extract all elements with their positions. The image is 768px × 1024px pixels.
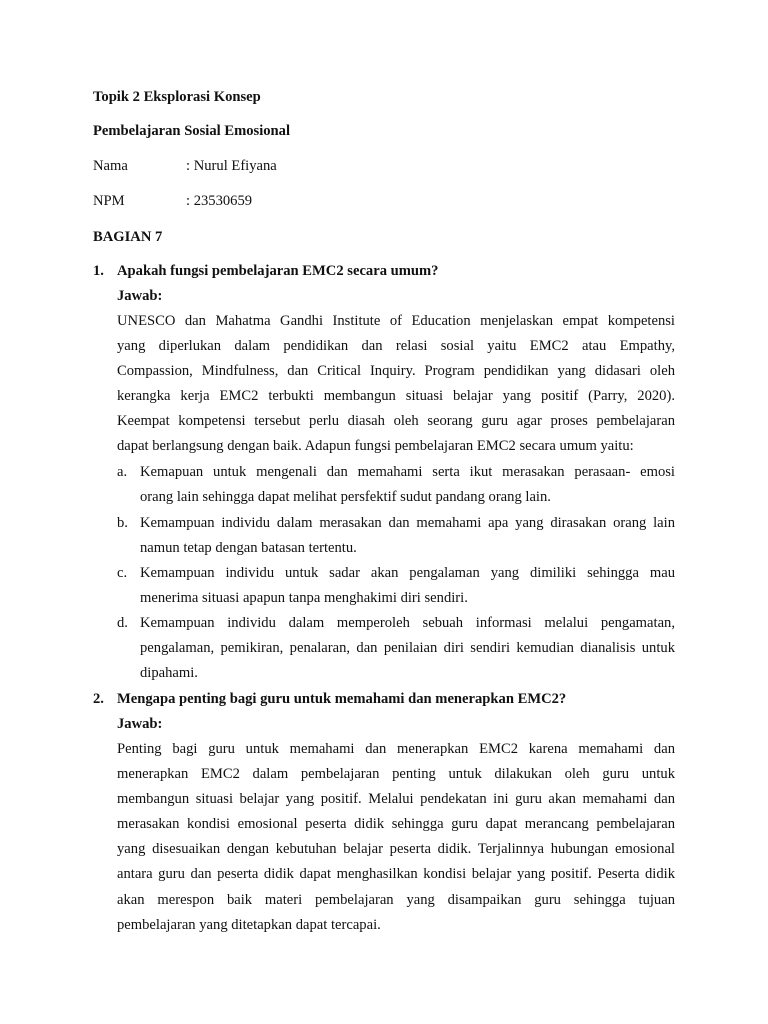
paragraph-line: yang disesuaikan dengan kebutuhan belajar peserta didik. Terjalinnya hubungan emosional xyxy=(117,841,675,858)
list-item-line: dipahami. xyxy=(140,665,198,682)
paragraph-line: dapat berlangsung dengan baik. Adapun fungsi pembelajaran EMC2 secara umum yaitu: xyxy=(117,438,634,455)
list-item-letter: a. xyxy=(117,464,128,480)
list-item-line: Kemampuan individu untuk sadar akan pengalaman yang dimiliki sehingga mau xyxy=(140,565,675,581)
question-2-answer xyxy=(117,740,675,941)
paragraph-line: Compassion, Mindfulness, dan Critical Inquiry. Program pendidikan yang didasari oleh xyxy=(117,363,675,380)
question-1-number: 1. xyxy=(93,263,104,279)
question-1-text: Apakah fungsi pembelajaran EMC2 secara umum? xyxy=(117,263,439,279)
list-item-letter: b. xyxy=(117,515,128,531)
list-item-line: namun tetap dengan batasan tertentu. xyxy=(140,540,357,557)
paragraph-line: Penting bagi guru untuk memahami dan menerapkan EMC2 karena memahami dan xyxy=(117,741,675,757)
question-2-text: Mengapa penting bagi guru untuk memahami dan menerapkan EMC2? xyxy=(117,691,567,707)
name-label: Nama xyxy=(93,158,128,174)
npm-value: : 23530659 xyxy=(186,193,253,209)
topic-title: Topik 2 Eksplorasi Konsep xyxy=(93,89,261,105)
paragraph-line: UNESCO dan Mahatma Gandhi Institute of Education menjelaskan empat kompetensi xyxy=(117,313,675,329)
list-item-line: orang lain sehingga dapat melihat persfektif sudut pandang orang lain. xyxy=(140,489,551,506)
paragraph-line: merasakan kondisi emosional peserta didik sehingga guru dapat merancang pembelajaran xyxy=(117,816,675,833)
paragraph-line: Keempat kompetensi tersebut perlu diasah oleh seorang guru agar proses pembelajaran xyxy=(117,413,675,430)
paragraph-line: akan merespon baik materi pembelajaran yang disampaikan guru sehingga tujuan xyxy=(117,891,675,908)
paragraph-line: membangun situasi belajar yang positif. Melalui pendekatan ini guru akan memahami dan xyxy=(117,791,675,808)
section-title: BAGIAN 7 xyxy=(93,229,163,245)
list-item-line: menerima situasi apapun tanpa menghakimi diri sendiri. xyxy=(140,590,468,607)
question-2-number: 2. xyxy=(93,691,104,707)
question-1-answer xyxy=(117,312,675,463)
paragraph-line: pembelajaran yang ditetapkan dapat tercapai. xyxy=(117,916,381,933)
paragraph-line: yang diperlukan dalam pendidikan dan relasi sosial yaitu EMC2 atau Empathy, xyxy=(117,338,675,355)
paragraph-line: menerapkan EMC2 dalam pembelajaran penting untuk dilakukan oleh guru untuk xyxy=(117,766,675,783)
npm-label: NPM xyxy=(93,193,125,209)
list-item-line: Kemampuan individu dalam memperoleh sebuah informasi melalui pengamatan, xyxy=(140,615,675,631)
list-item-line: Kemapuan untuk mengenali dan memahami serta ikut merasakan perasaan- emosi xyxy=(140,464,675,480)
subject-title: Pembelajaran Sosial Emosional xyxy=(93,123,291,139)
list-item-line: Kemampuan individu dalam merasakan dan memahami apa yang dirasakan orang lain xyxy=(140,515,675,531)
list-item-line: pengalaman, pemikiran, penalaran, dan penilaian diri sendiri kemudian dianalisis untuk xyxy=(140,640,675,657)
question-1-answer-label: Jawab: xyxy=(117,288,163,304)
paragraph-line: antara guru dan peserta didik dapat menghasilkan kondisi belajar yang positif. Peserta didik xyxy=(117,866,675,883)
paragraph-line: kerangka kerja EMC2 terbukti membangun situasi belajar yang positif (Parry, 2020). xyxy=(117,388,675,405)
list-item-letter: c. xyxy=(117,565,128,581)
name-value: : Nurul Efiyana xyxy=(186,158,277,174)
question-2-answer-label: Jawab: xyxy=(117,716,163,732)
list-item-letter: d. xyxy=(117,615,128,631)
